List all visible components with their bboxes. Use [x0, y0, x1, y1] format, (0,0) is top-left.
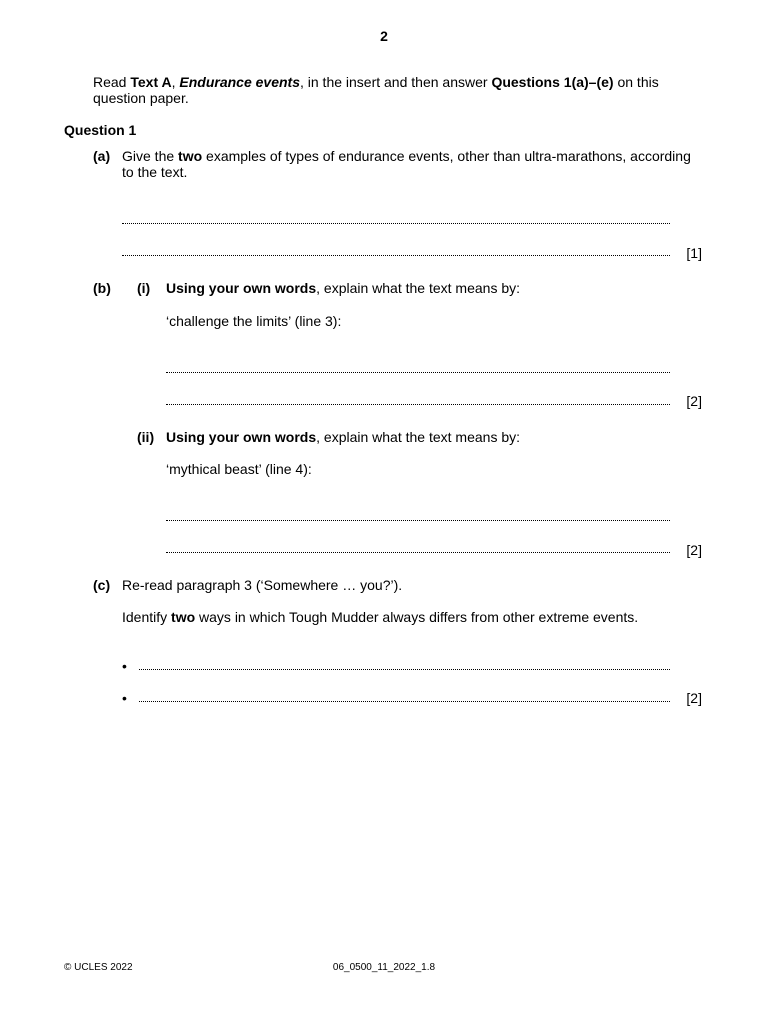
marks-b-ii: [2]: [686, 542, 702, 558]
part-c-reread: Re-read paragraph 3 (‘Somewhere … you?’).: [122, 577, 403, 593]
part-a-label: (a): [93, 148, 111, 164]
answer-line[interactable]: [122, 223, 670, 224]
intro-read: Read: [93, 74, 131, 90]
footer-copyright: © UCLES 2022: [64, 962, 133, 973]
intro-text-a: Text A: [130, 74, 172, 90]
part-b-i-bold: Using your own words: [166, 280, 317, 296]
part-b-i-label: (i): [137, 280, 151, 296]
intro-sep: ,: [171, 74, 180, 90]
part-b-ii-post: , explain what the text means by:: [316, 429, 521, 445]
answer-line[interactable]: [139, 701, 670, 702]
intro-questions: Questions 1(a)–(e): [491, 74, 614, 90]
part-c-label: (c): [93, 577, 111, 593]
bullet-1: •: [122, 658, 127, 674]
answer-line[interactable]: [166, 520, 670, 521]
answer-line[interactable]: [166, 552, 670, 553]
answer-line[interactable]: [122, 255, 670, 256]
part-c-question: [122, 609, 705, 625]
intro-title: Endurance events: [179, 74, 300, 90]
answer-line[interactable]: [166, 372, 670, 373]
question-heading: Question 1: [64, 122, 137, 138]
part-c-post: ways in which Tough Mudder always differs from other extreme events.: [195, 609, 639, 625]
marks-b-i: [2]: [686, 393, 702, 409]
part-c-pre: Identify: [122, 609, 172, 625]
part-a-question: [122, 148, 705, 180]
part-c-bold: two: [171, 609, 196, 625]
part-a-bold: two: [178, 148, 203, 164]
part-b-i-post: , explain what the text means by:: [316, 280, 521, 296]
intro-middle: , in the insert and then answer: [299, 74, 492, 90]
instructions: [93, 74, 705, 106]
part-b-ii-question: [166, 429, 706, 445]
part-a-post: examples of types of endurance events, other than ultra-marathons, according to the text.: [122, 148, 691, 180]
part-b-ii-label: (ii): [137, 429, 155, 445]
part-a-pre: Give the: [122, 148, 179, 164]
part-b-i-quote: ‘challenge the limits’ (line 3):: [166, 313, 342, 329]
part-b-ii-bold: Using your own words: [166, 429, 317, 445]
bullet-2: •: [122, 690, 127, 706]
footer-code: 06_0500_11_2022_1.8: [332, 962, 436, 973]
intro-end: on this question paper.: [93, 74, 659, 106]
marks-c: [2]: [686, 690, 702, 706]
answer-line[interactable]: [139, 669, 670, 670]
part-b-label: (b): [93, 280, 111, 296]
page-number: 2: [380, 28, 388, 44]
answer-line[interactable]: [166, 404, 670, 405]
marks-a: [1]: [686, 245, 702, 261]
part-b-i-question: [166, 280, 706, 296]
part-b-ii-quote: ‘mythical beast’ (line 4):: [166, 461, 312, 477]
